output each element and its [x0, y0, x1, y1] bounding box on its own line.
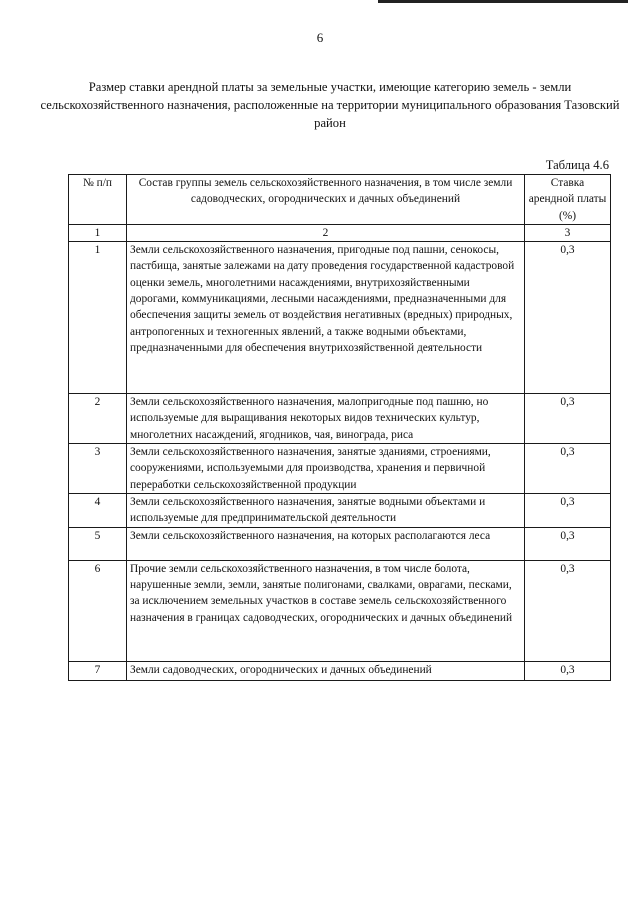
row-description: Земли сельскохозяйственного назначения, на которых располагаются леса — [127, 527, 525, 560]
row-rate: 0,3 — [525, 527, 611, 560]
row-number: 2 — [69, 394, 127, 444]
column-number-1: 1 — [69, 224, 127, 241]
table-row — [69, 527, 611, 560]
header-rate: Ставка арендной платы (%) — [525, 175, 611, 225]
column-number-row — [69, 224, 611, 241]
row-description: Земли сельскохозяйственного назначения, занятые водными объектами и используемые для предпринимательской деятельности — [127, 494, 525, 528]
row-number: 6 — [69, 560, 127, 661]
row-rate: 0,3 — [525, 394, 611, 444]
row-description: Земли садоводческих, огороднических и дачных объединений — [127, 661, 525, 680]
row-number: 3 — [69, 444, 127, 494]
header-composition: Состав группы земель сельскохозяйственного назначения, в том числе земли садоводческих, огороднических и дачных объединений — [127, 175, 525, 225]
table-row — [69, 394, 611, 444]
column-number-2: 2 — [127, 224, 525, 241]
column-number-3: 3 — [525, 224, 611, 241]
row-rate: 0,3 — [525, 560, 611, 661]
row-number: 5 — [69, 527, 127, 560]
header-number: № п/п — [69, 175, 127, 225]
rates-table — [68, 174, 611, 681]
row-rate: 0,3 — [525, 444, 611, 494]
row-description: Земли сельскохозяйственного назначения, малопригодные под пашню, но используемые для выращивания некоторых видов технических культур, многолетних насаждений, ягодников, чая, винограда, риса — [127, 394, 525, 444]
table-caption: Таблица 4.6 — [545, 158, 609, 172]
page-number: 6 — [316, 30, 324, 45]
row-description: Земли сельскохозяйственного назначения, пригодные под пашни, сенокосы, пастбища, занятые залежами на дату проведения государственной кадастровой оценки земель, многолетними насаждениями, внутрихозяйственными дорогами, коммуникациями, лесными насаждениями, предназначенными для обеспечения защиты земель от воздействия негативных (вредных) природных, антропогенных и техногенных явлений, а также водными объектами, предназначенными для обеспечения внутрихозяйственной деятельности — [127, 242, 525, 394]
row-rate: 0,3 — [525, 242, 611, 394]
row-description: Прочие земли сельскохозяйственного назначения, в том числе болота, нарушенные земли, земли, занятые полигонами, свалками, оврагами, песками, за исключением земельных участков в составе земель сельскохозяйственного назначения в границах садоводческих, огороднических и дачных объединений — [127, 560, 525, 661]
row-number: 4 — [69, 494, 127, 528]
table-row — [69, 444, 611, 494]
row-rate: 0,3 — [525, 661, 611, 680]
row-description: Земли сельскохозяйственного назначения, занятые зданиями, строениями, сооружениями, используемыми для производства, хранения и первичной переработки сельскохозяйственной продукции — [127, 444, 525, 494]
top-border-line — [378, 0, 628, 3]
row-number: 7 — [69, 661, 127, 680]
table-row — [69, 560, 611, 661]
table-row — [69, 494, 611, 528]
table-header-row — [69, 175, 611, 225]
document-title: Размер ставки арендной платы за земельные участки, имеющие категорию земель - земли сельскохозяйственного назначения, расположенные на территории муниципального образования Тазовский район — [40, 80, 620, 130]
row-number: 1 — [69, 242, 127, 394]
table-row — [69, 242, 611, 394]
row-rate: 0,3 — [525, 494, 611, 528]
table-row — [69, 661, 611, 680]
